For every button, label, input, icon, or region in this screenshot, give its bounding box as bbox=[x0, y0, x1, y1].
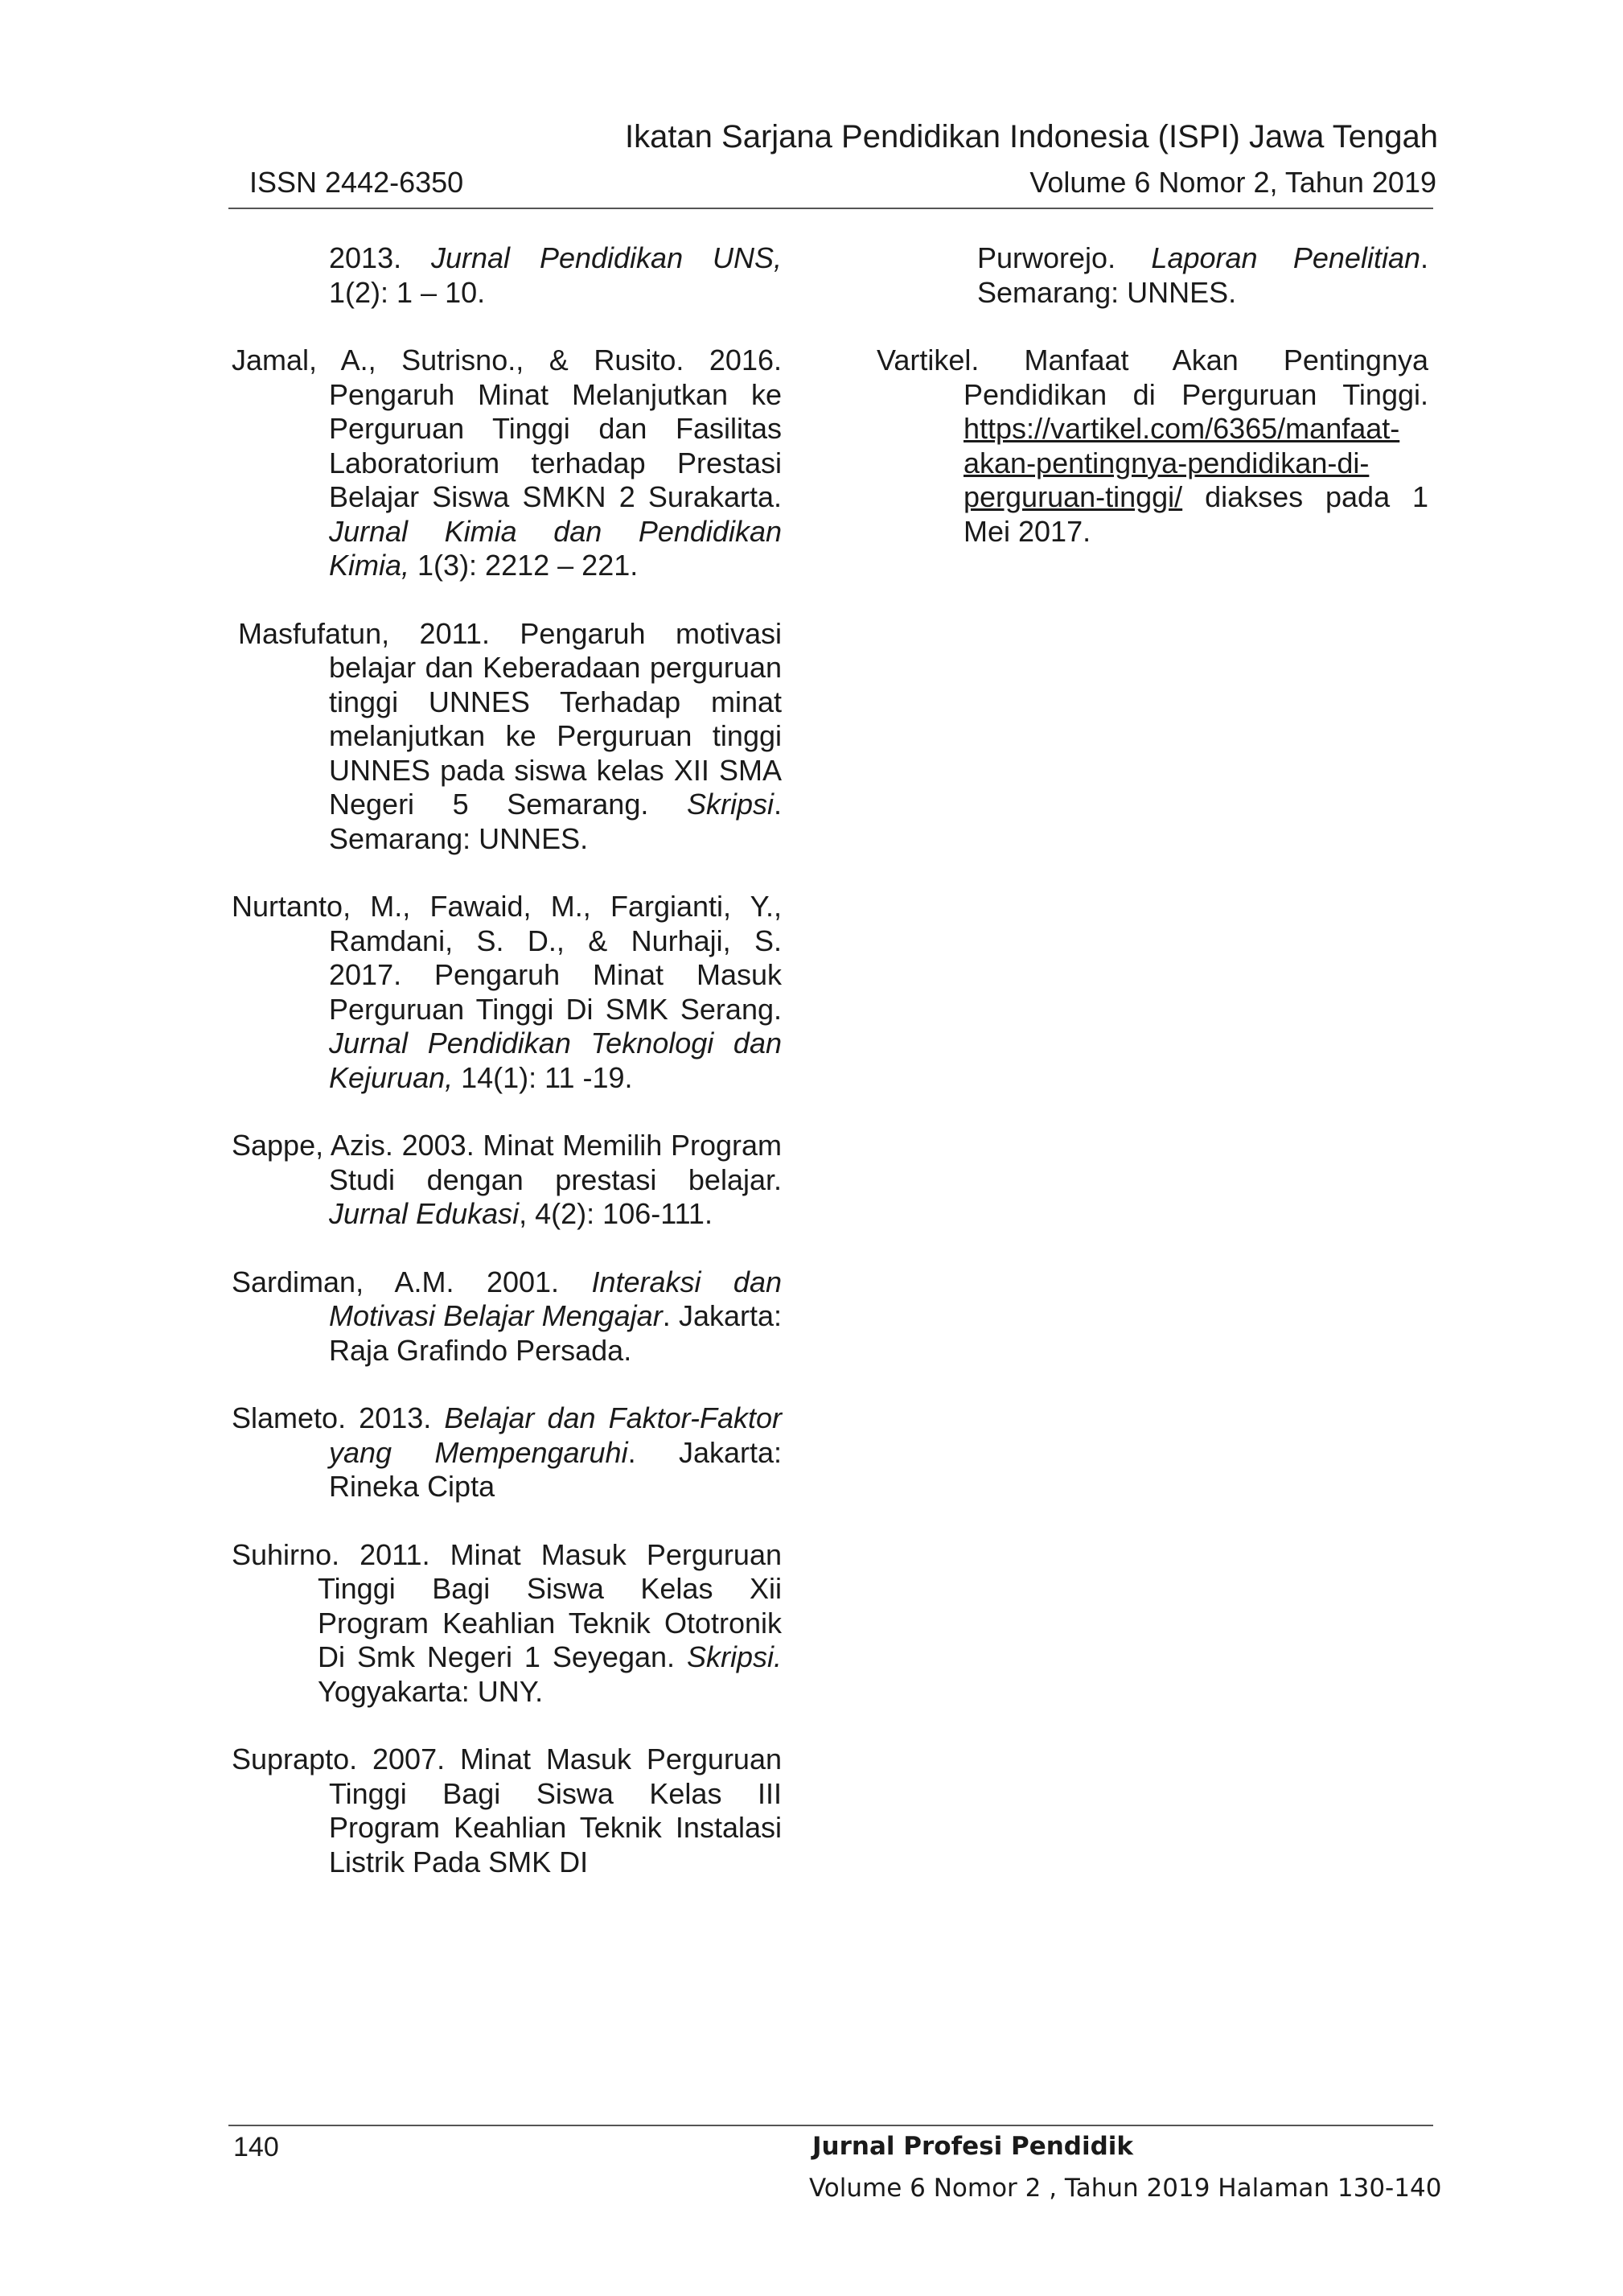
header-divider bbox=[228, 208, 1433, 209]
footer-journal-name: Jurnal Profesi Pendidik bbox=[812, 2132, 1134, 2161]
reference-item: Suhirno. 2011. Minat Masuk Perguruan Tinggi Bagi Siswa Kelas Xii Program Keahlian Teknik Ototronik Di Smk Negeri 1 Seyegan. Skripsi. Yogyakarta: UNY. bbox=[232, 1537, 782, 1708]
reference-item: Suprapto. 2007. Minat Masuk Perguruan Tinggi Bagi Siswa Kelas III Program Keahlian Teknik Instalasi Listrik Pada SMK DI bbox=[232, 1743, 782, 1878]
volume-issue: Volume 6 Nomor 2, Tahun 2019 bbox=[1029, 166, 1436, 199]
reference-item: Nurtanto, M., Fawaid, M., Fargianti, Y., Ramdani, S. D., & Nurhaji, S. 2017. Pengaruh Minat Masuk Perguruan Tinggi Di SMK Serang. Jurnal Pendidikan Teknologi dan Kejuruan, 14(1): 11 -19. bbox=[232, 890, 782, 1094]
reference-item: Sardiman, A.M. 2001. Interaksi dan Motivasi Belajar Mengajar. Jakarta: Raja Grafindo Persada. bbox=[232, 1265, 782, 1367]
reference-item: 2013. Jurnal Pendidikan UNS, 1(2): 1 – 10. bbox=[329, 241, 783, 309]
reference-item: Sappe, Azis. 2003. Minat Memilih Program Studi dengan prestasi belajar. Jurnal Edukasi, 4(2): 106-111. bbox=[232, 1129, 782, 1230]
footer-divider bbox=[228, 2125, 1433, 2126]
issn: ISSN 2442-6350 bbox=[249, 166, 464, 199]
reference-url-link[interactable]: https://vartikel.com/6365/manfaat-akan-pentingnya-pendidikan-di-perguruan-tinggi/ bbox=[964, 412, 1400, 513]
reference-item: Purworejo. Laporan Penelitian. Semarang: UNNES. bbox=[977, 241, 1429, 309]
reference-item: Jamal, A., Sutrisno., & Rusito. 2016. Pengaruh Minat Melanjutkan ke Perguruan Tinggi dan Fasilitas Laboratorium terhadap Prestasi Belajar Siswa SMKN 2 Surakarta. Jurnal Kimia dan Pendidikan Kimia, 1(3): 2212 – 221. bbox=[232, 344, 782, 582]
references-right-column bbox=[877, 241, 1428, 582]
reference-item: Vartikel. Manfaat Akan Pentingnya Pendidikan di Perguruan Tinggi. https://vartikel.com/6365/manfaat-akan-pentingnya-pendidikan-di-perguruan-tinggi/ diakses pada 1 Mei 2017. bbox=[877, 344, 1428, 548]
reference-item: Slameto. 2013. Belajar dan Faktor-Faktor yang Mempengaruhi. Jakarta: Rineka Cipta bbox=[232, 1401, 783, 1503]
reference-item: Masfufatun, 2011. Pengaruh motivasi belajar dan Keberadaan perguruan tinggi UNNES Terhadap minat melanjutkan ke Perguruan tinggi UNNES pada siswa kelas XII SMA Negeri 5 Semarang. Skripsi. Semarang: UNNES. bbox=[238, 616, 782, 855]
page-number: 140 bbox=[233, 2132, 279, 2162]
journal-organization: Ikatan Sarjana Pendidikan Indonesia (ISPI) Jawa Tengah bbox=[624, 119, 1438, 154]
footer-issue-info: Volume 6 Nomor 2 , Tahun 2019 Halaman 130-140 bbox=[809, 2174, 1442, 2203]
references-left-column bbox=[232, 241, 782, 1913]
